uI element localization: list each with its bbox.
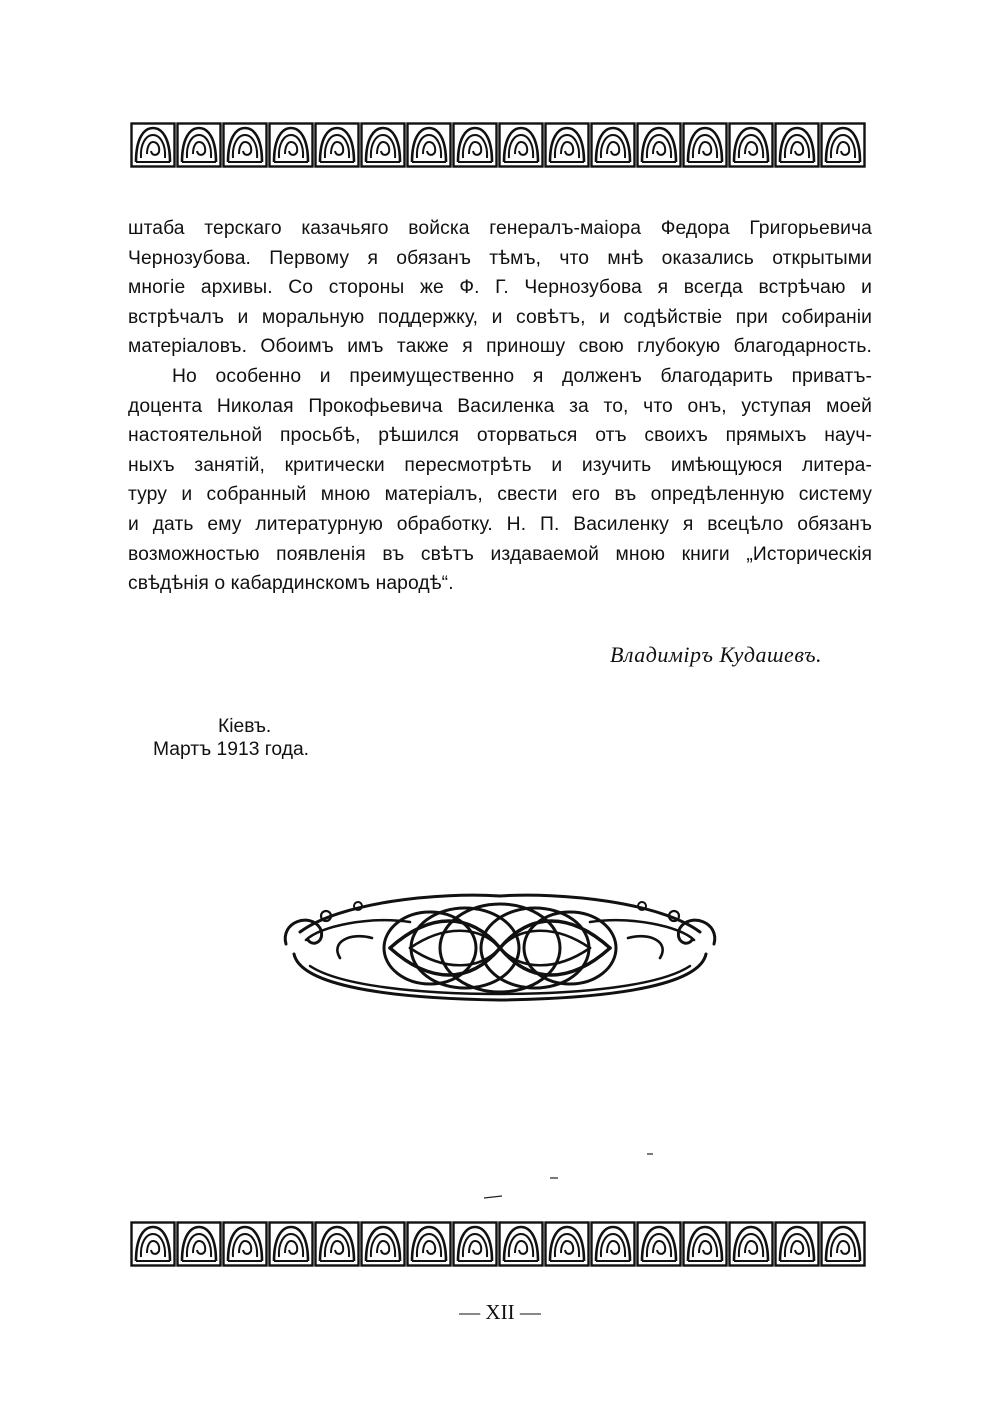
body-line: свѣдѣнія о кабардинскомъ народѣ“. xyxy=(128,573,454,595)
place-line: Кіевъ. xyxy=(218,716,272,737)
ornament-border-top-graphic xyxy=(130,122,872,168)
date-line: Мартъ 1913 года. xyxy=(153,739,310,760)
body-line: многіе архивы. Со стороны же Ф. Г. Чернозубова я всегда встрѣчаю и xyxy=(128,277,872,299)
flourish-ornament-graphic xyxy=(280,882,720,1012)
author-signature: Владиміръ Кудашевъ. xyxy=(609,642,822,667)
body-line: Но особенно и преимущественно я долженъ благодарить приватъ- xyxy=(172,365,872,387)
body-line: Чернозубова. Первому я обязанъ тѣмъ, что мнѣ оказались открытыми xyxy=(128,247,872,269)
body-line: возможностью появленія въ свѣтъ издаваемой мною книги „Историческія xyxy=(128,543,872,565)
body-line: и дать ему литературную обработку. Н. П. Василенку я всецѣло обязанъ xyxy=(128,513,872,535)
body-line: встрѣчалъ и моральную поддержку, и совѣтъ, и содѣйствіе при собираніи xyxy=(128,306,872,328)
ornamental-border-bottom xyxy=(130,1221,872,1267)
body-line: штаба терскаго казачьяго войска генералъ-маіора Федора Григорьевича xyxy=(128,218,872,239)
body-line: настоятельной просьбѣ, рѣшился оторваться отъ своихъ прямыхъ науч- xyxy=(128,425,872,447)
body-text xyxy=(128,214,872,599)
ornamental-border-top xyxy=(130,122,872,168)
body-line: доцента Николая Прокофьевича Василенка за то, что онъ, уступая моей xyxy=(128,395,872,417)
ornament-border-bottom-graphic xyxy=(130,1221,872,1267)
body-line: матеріаловъ. Обоимъ имъ также я приношу свою глубокую благодарность. xyxy=(128,336,872,358)
flourish-ornament xyxy=(280,882,720,1012)
body-line: туру и собранный мною матеріалъ, свести его въ опредѣленную систему xyxy=(128,484,872,506)
body-line: ныхъ занятій, критически пересмотрѣть и изучить имѣющуюся литера- xyxy=(128,454,872,476)
page-number: — XII — xyxy=(459,1300,541,1324)
